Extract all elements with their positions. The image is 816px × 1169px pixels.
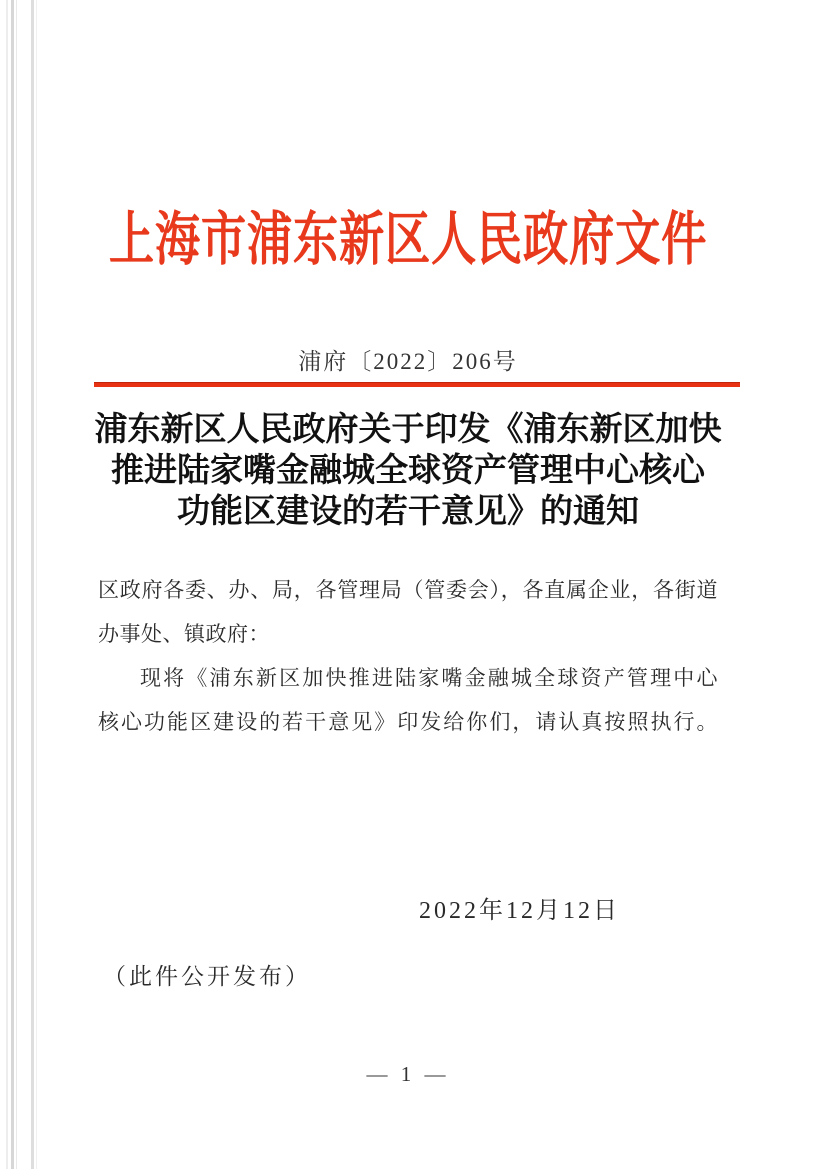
document-date: 2022年12月12日 xyxy=(419,898,620,924)
document-title xyxy=(58,410,758,533)
document-number: 浦府〔2022〕206号 xyxy=(298,349,518,374)
red-header-title: 上海市浦东新区人民政府文件 xyxy=(108,207,708,272)
publish-note: （此件公开发布） xyxy=(103,964,311,989)
scan-edge-artifact xyxy=(6,0,8,1169)
body-paragraph-line: 现将《浦东新区加快推进陆家嘴金融城全球资产管理中心 xyxy=(140,666,718,690)
scan-edge-artifact xyxy=(11,0,14,1169)
scan-edge-artifact xyxy=(36,0,37,1169)
document-title-line: 浦东新区人民政府关于印发《浦东新区加快 xyxy=(94,412,722,448)
document-body xyxy=(98,568,718,744)
body-paragraph-line: 核心功能区建设的若干意见》印发给你们，请认真按照执行。 xyxy=(98,710,718,734)
scan-edge-artifact xyxy=(16,0,17,1169)
scan-edge-artifact xyxy=(31,0,34,1169)
red-divider-line xyxy=(94,382,740,387)
document-title-line: 功能区建设的若干意见》的通知 xyxy=(177,494,639,530)
salutation-line: 办事处、镇政府： xyxy=(98,622,270,646)
document-title-line: 推进陆家嘴金融城全球资产管理中心核心 xyxy=(111,453,705,489)
salutation-line: 区政府各委、办、局，各管理局（管委会），各直属企业，各街道 xyxy=(98,578,718,602)
page-number: — 1 — xyxy=(366,1062,450,1086)
